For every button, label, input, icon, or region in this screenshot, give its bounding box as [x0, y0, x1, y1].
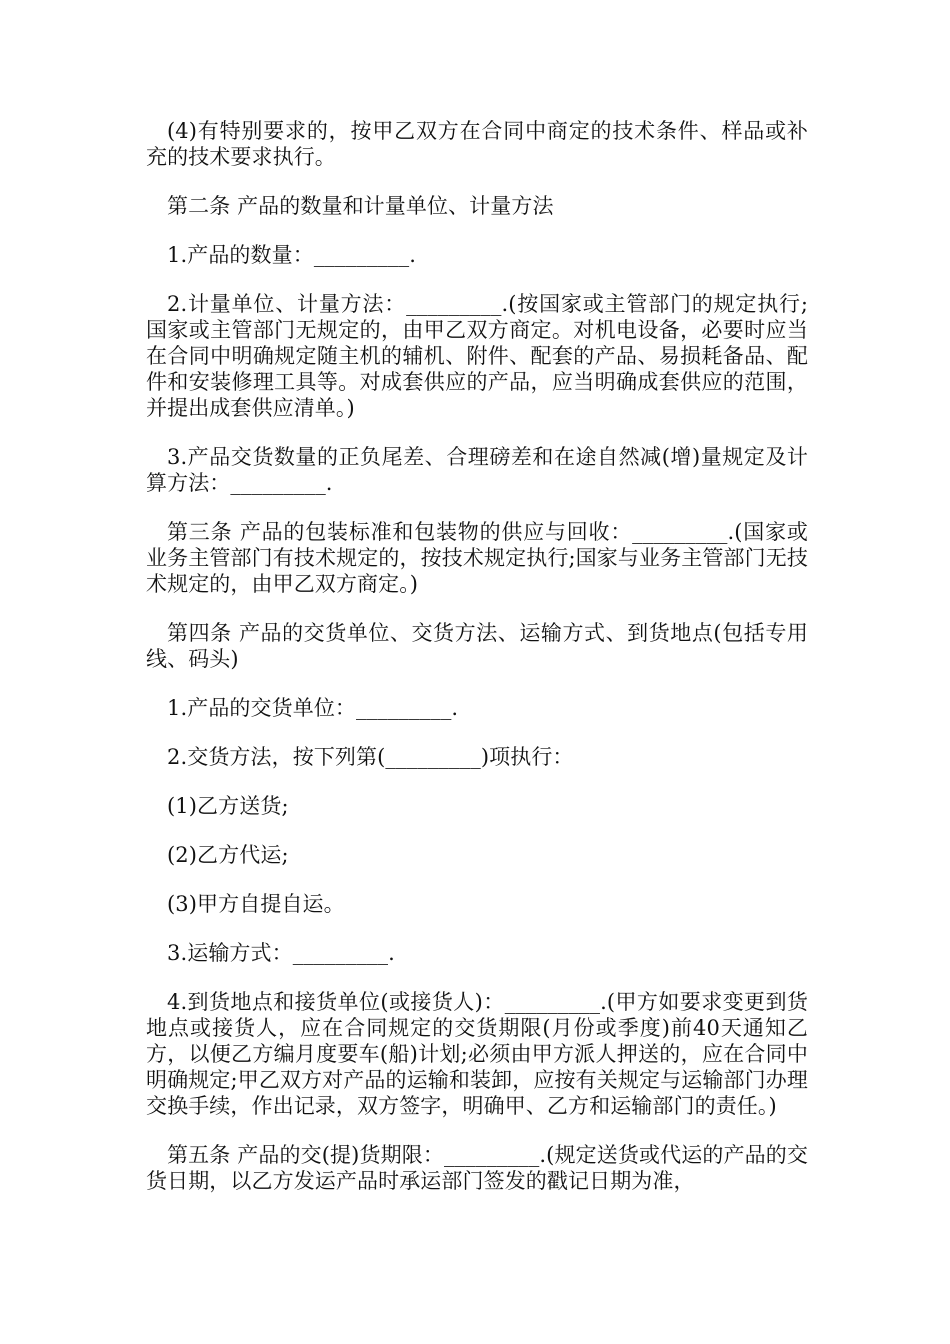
delivery-option-2: (2)乙方代运;: [167, 843, 289, 867]
delivery-option-1: (1)乙方送货;: [167, 794, 289, 818]
article-4-item-2: 2.交货方法，按下列第(_________)项执行：: [167, 745, 574, 769]
article-2-item-3: 3.产品交货数量的正负尾差、合理磅差和在途自然减(增)量规定及计算方法：_________.: [146, 445, 808, 495]
article-4-item-4: 4.到货地点和接货单位(或接货人)：_________.(甲方如要求变更到货地点或接货人，应在合同规定的交货期限(月份或季度)前40天通知乙方，以便乙方编月度要车(船)计划;必须由甲方派人押送的，应在合同中明确规定;甲乙双方对产品的运输和装卸，应按有关规定与运输部门办理交换手续，作出记录，双方签字，明确甲、乙方和运输部门的责任。): [146, 990, 808, 1118]
article-4-heading: 第四条 产品的交货单位、交货方法、运输方式、到货地点(包括专用线、码头): [146, 621, 808, 671]
article-2-item-1: 1.产品的数量：_________.: [167, 243, 417, 267]
delivery-option-3: (3)甲方自提自运。: [167, 892, 345, 916]
article-5-paragraph: 第五条 产品的交(提)货期限：_________.(规定送货或代运的产品的交货日期，以乙方发运产品时承运部门签发的戳记日期为准，: [146, 1143, 808, 1193]
article-4-item-3: 3.运输方式：_________.: [167, 941, 395, 965]
article-4-item-1: 1.产品的交货单位：_________.: [167, 696, 459, 720]
article-2-item-2: 2.计量单位、计量方法：_________.(按国家或主管部门的规定执行;国家或主管部门无规定的，由甲乙双方商定。对机电设备，必要时应当在合同中明确规定随主机的辅机、附件、配套的产品、易损耗备品、配件和安装修理工具等。对成套供应的产品，应当明确成套供应的范围，并提出成套供应清单。): [146, 292, 808, 420]
article-3-paragraph: 第三条 产品的包装标准和包装物的供应与回收：_________.(国家或业务主管部门有技术规定的，按技术规定执行;国家与业务主管部门无技术规定的，由甲乙双方商定。): [146, 520, 808, 596]
document-body: [146, 118, 808, 1217]
paragraph-item-4-special-requirements: (4)有特别要求的，按甲乙双方在合同中商定的技术条件、样品或补充的技术要求执行。: [146, 119, 808, 169]
article-2-heading: 第二条 产品的数量和计量单位、计量方法: [167, 194, 554, 218]
